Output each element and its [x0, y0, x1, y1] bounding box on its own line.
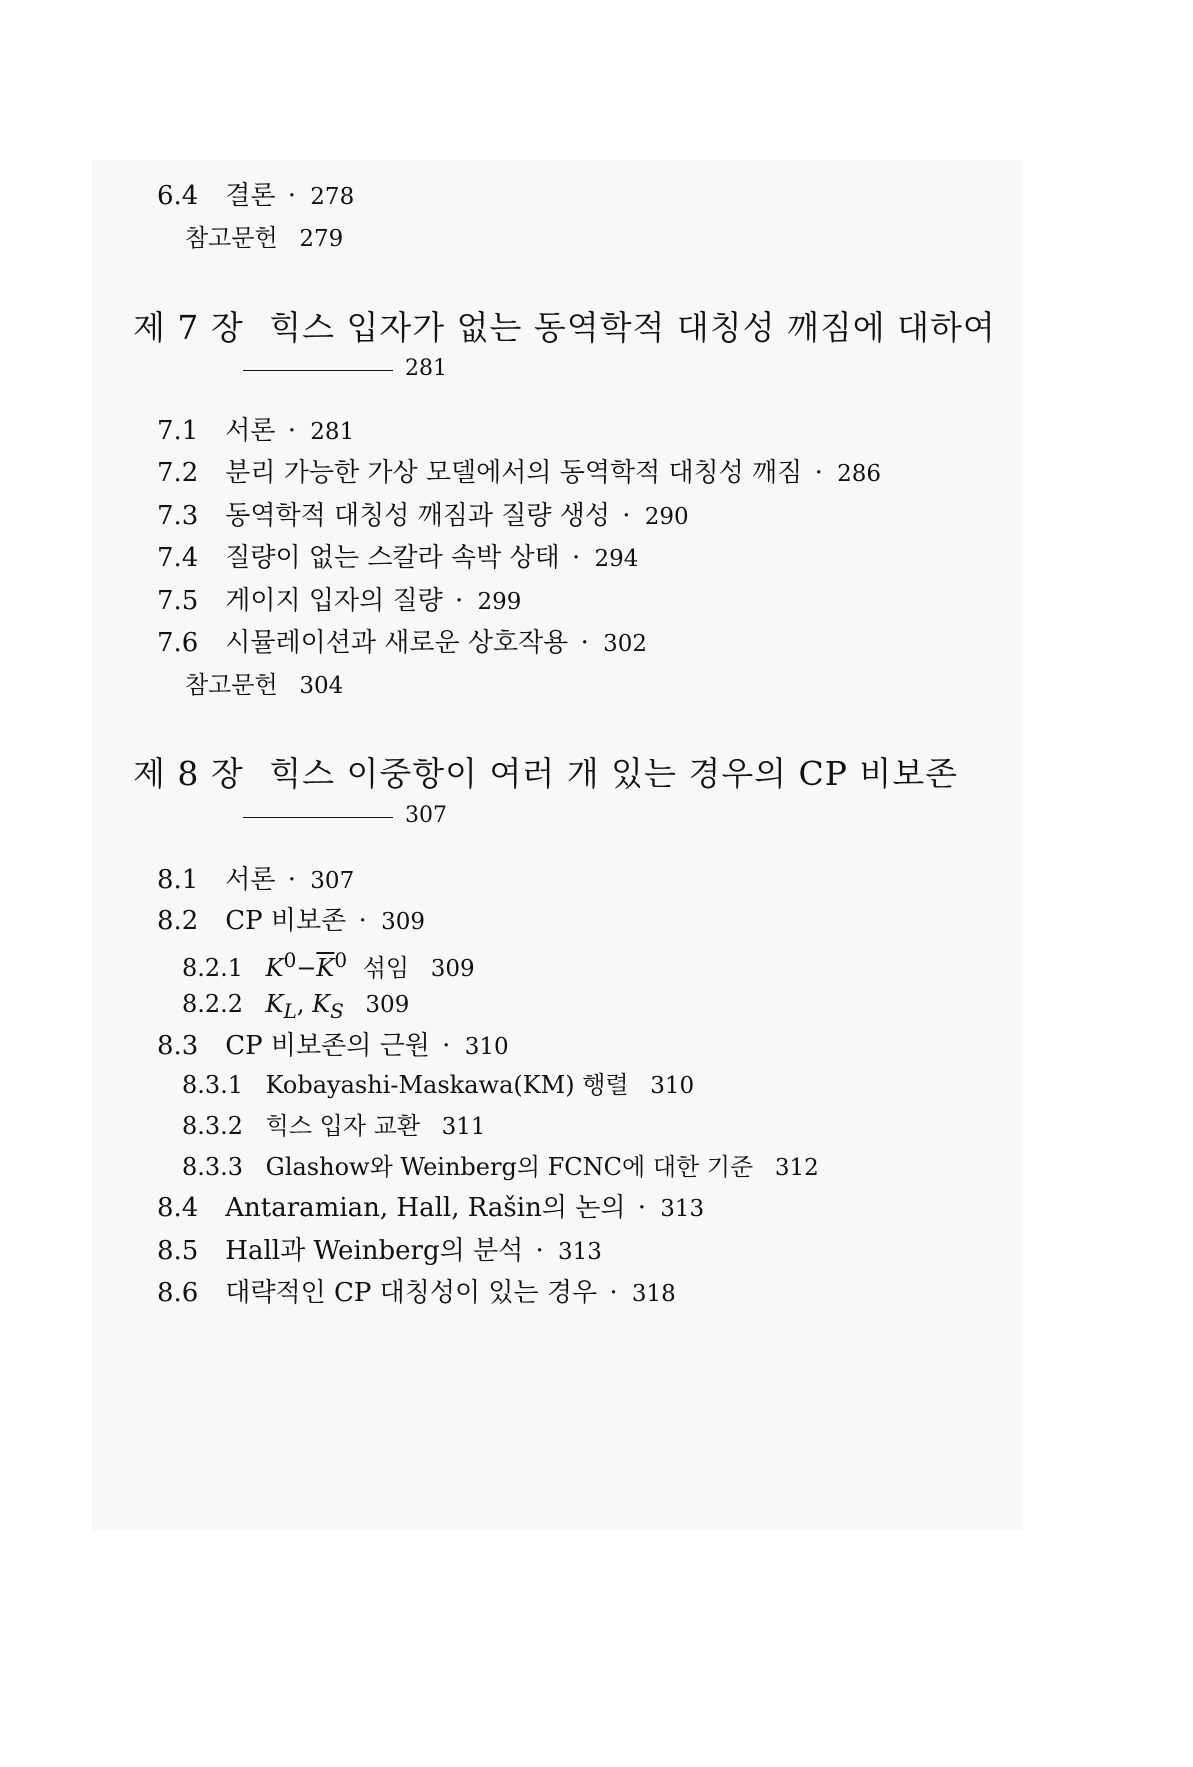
bullet-separator: · [571, 543, 581, 573]
section-number: 8.4 [157, 1193, 199, 1223]
section-title: 동역학적 대칭성 깨짐과 질량 생성 [225, 501, 610, 531]
antikaon-symbol: $\overline{K}$ [316, 954, 335, 982]
section-title: 섞임 [362, 954, 410, 982]
chapter-title: 힉스 이중항이 여러 개 있는 경우의 CP 비보존 [269, 754, 959, 793]
section-title: Antaramian, Hall, Rašin의 논의 [225, 1193, 626, 1223]
section-number: 8.5 [157, 1236, 199, 1266]
subscript-l: L [283, 998, 297, 1023]
toc-entry-7-5 [157, 588, 521, 614]
references-label: 참고문헌 [185, 224, 278, 252]
section-number: 7.1 [157, 416, 199, 446]
toc-entry-8-2-1 [182, 950, 475, 981]
chapter-label: 제 8 장 [133, 754, 244, 793]
toc-entry-7-4 [157, 545, 638, 571]
page-number: 313 [660, 1196, 705, 1222]
toc-entry-8-5 [157, 1238, 602, 1264]
section-title: 질량이 없는 스칼라 속박 상태 [225, 543, 560, 573]
section-number: 7.5 [157, 586, 199, 616]
section-number: 8.3.3 [182, 1153, 244, 1181]
section-number: 8.6 [157, 1278, 199, 1308]
section-title: 서론 [225, 416, 276, 446]
section-number: 8.3.2 [182, 1112, 244, 1140]
toc-entry-8-1 [157, 867, 354, 893]
toc-entry-8-3-2 [182, 1114, 486, 1139]
section-title: CP 비보존의 근원 [225, 1031, 430, 1061]
page-number: 313 [558, 1239, 602, 1265]
section-number: 7.6 [157, 628, 199, 658]
chapter-title: 힉스 입자가 없는 동역학적 대칭성 깨짐에 대하여 [269, 308, 996, 347]
chapter-8-heading [133, 754, 959, 793]
page-number: 299 [477, 589, 522, 615]
section-title: 분리 가능한 가상 모델에서의 동역학적 대칭성 깨짐 [225, 458, 803, 488]
page-number: 307 [310, 868, 355, 894]
toc-entry-6-4 [157, 183, 354, 209]
bullet-separator: · [535, 1236, 544, 1266]
leader-dash [243, 817, 393, 818]
toc-entry-7-3 [157, 503, 689, 529]
kaon-symbol: K [265, 954, 284, 982]
bullet-separator: · [358, 906, 367, 936]
page-number: 310 [464, 1034, 509, 1060]
section-title: 시뮬레이션과 새로운 상호작용 [225, 628, 569, 658]
section-title: Kobayashi-Maskawa(KM) 행렬 [265, 1071, 629, 1099]
comma: , [296, 990, 305, 1018]
bullet-separator: · [637, 1193, 646, 1223]
toc-references-ch7 [185, 673, 343, 698]
section-number: 8.1 [157, 865, 199, 895]
toc-entry-8-6 [157, 1280, 676, 1306]
page-number: 281 [310, 419, 355, 445]
section-title: 게이지 입자의 질량 [225, 586, 443, 616]
bullet-separator: · [442, 1031, 451, 1061]
page-number: 312 [774, 1155, 819, 1181]
page-number: 302 [603, 631, 648, 657]
section-title: Glashow와 Weinberg의 FCNC에 대한 기준 [265, 1153, 754, 1181]
section-title: Hall과 Weinberg의 분석 [225, 1236, 524, 1266]
toc-entry-8-3-1 [182, 1073, 694, 1098]
section-number: 8.2.1 [182, 954, 244, 982]
bullet-separator: · [609, 1278, 618, 1308]
page-number: 279 [299, 226, 344, 252]
section-number: 8.3 [157, 1031, 199, 1061]
page-number: 307 [405, 803, 447, 828]
section-title: 대략적인 CP 대칭성이 있는 경우 [225, 1278, 598, 1308]
page-number: 290 [644, 504, 689, 530]
chapter-label: 제 7 장 [133, 308, 244, 347]
page-background [92, 160, 1022, 1530]
section-number: 7.3 [157, 501, 199, 531]
section-title: 결론 [225, 181, 276, 211]
page-number: 309 [381, 909, 425, 935]
bullet-separator: · [287, 181, 297, 211]
kaon-short-symbol: K [312, 990, 331, 1018]
page-number: 311 [441, 1114, 486, 1140]
page-number: 286 [837, 461, 881, 487]
references-label: 참고문헌 [185, 671, 278, 699]
bullet-separator: · [814, 458, 823, 488]
page-number: 309 [430, 956, 475, 982]
toc-entry-7-2 [157, 460, 881, 486]
toc-entry-8-2 [157, 908, 425, 934]
minus-sign: − [296, 954, 317, 982]
toc-entry-8-3-3 [182, 1155, 819, 1180]
bullet-separator: · [622, 501, 631, 531]
section-number: 8.2.2 [182, 990, 244, 1018]
bullet-separator: · [287, 865, 297, 895]
section-number: 8.3.1 [182, 1071, 244, 1099]
section-number: 8.2 [157, 906, 199, 936]
toc-entry-7-1 [157, 418, 354, 444]
toc-entry-8-2-2 [182, 992, 409, 1021]
section-number: 7.2 [157, 458, 199, 488]
page-number: 278 [310, 184, 355, 210]
toc-entry-8-3 [157, 1033, 509, 1059]
section-title: 서론 [225, 865, 276, 895]
toc-entry-8-4 [157, 1195, 704, 1221]
section-title: CP 비보존 [225, 906, 347, 936]
bullet-separator: · [580, 628, 589, 658]
chapter-7-page-line [243, 358, 447, 380]
section-number: 6.4 [157, 181, 199, 211]
superscript-zero: 0 [334, 948, 348, 972]
section-number: 7.4 [157, 543, 199, 573]
page-number: 310 [650, 1073, 695, 1099]
kaon-long-symbol: K [265, 990, 284, 1018]
chapter-7-heading [133, 308, 996, 347]
section-title: 힉스 입자 교환 [265, 1112, 421, 1140]
bullet-separator: · [287, 416, 297, 446]
page-number: 304 [299, 673, 344, 699]
toc-entry-7-6 [157, 630, 647, 656]
page-number: 309 [365, 992, 410, 1018]
leader-dash [243, 370, 393, 371]
page-number: 281 [405, 356, 447, 381]
page-number: 318 [631, 1281, 676, 1307]
bullet-separator: · [455, 586, 464, 616]
toc-references-ch6 [185, 226, 343, 251]
superscript-zero: 0 [283, 948, 297, 972]
subscript-s: S [330, 998, 344, 1023]
chapter-8-page-line [243, 805, 447, 827]
page-number: 294 [594, 546, 639, 572]
